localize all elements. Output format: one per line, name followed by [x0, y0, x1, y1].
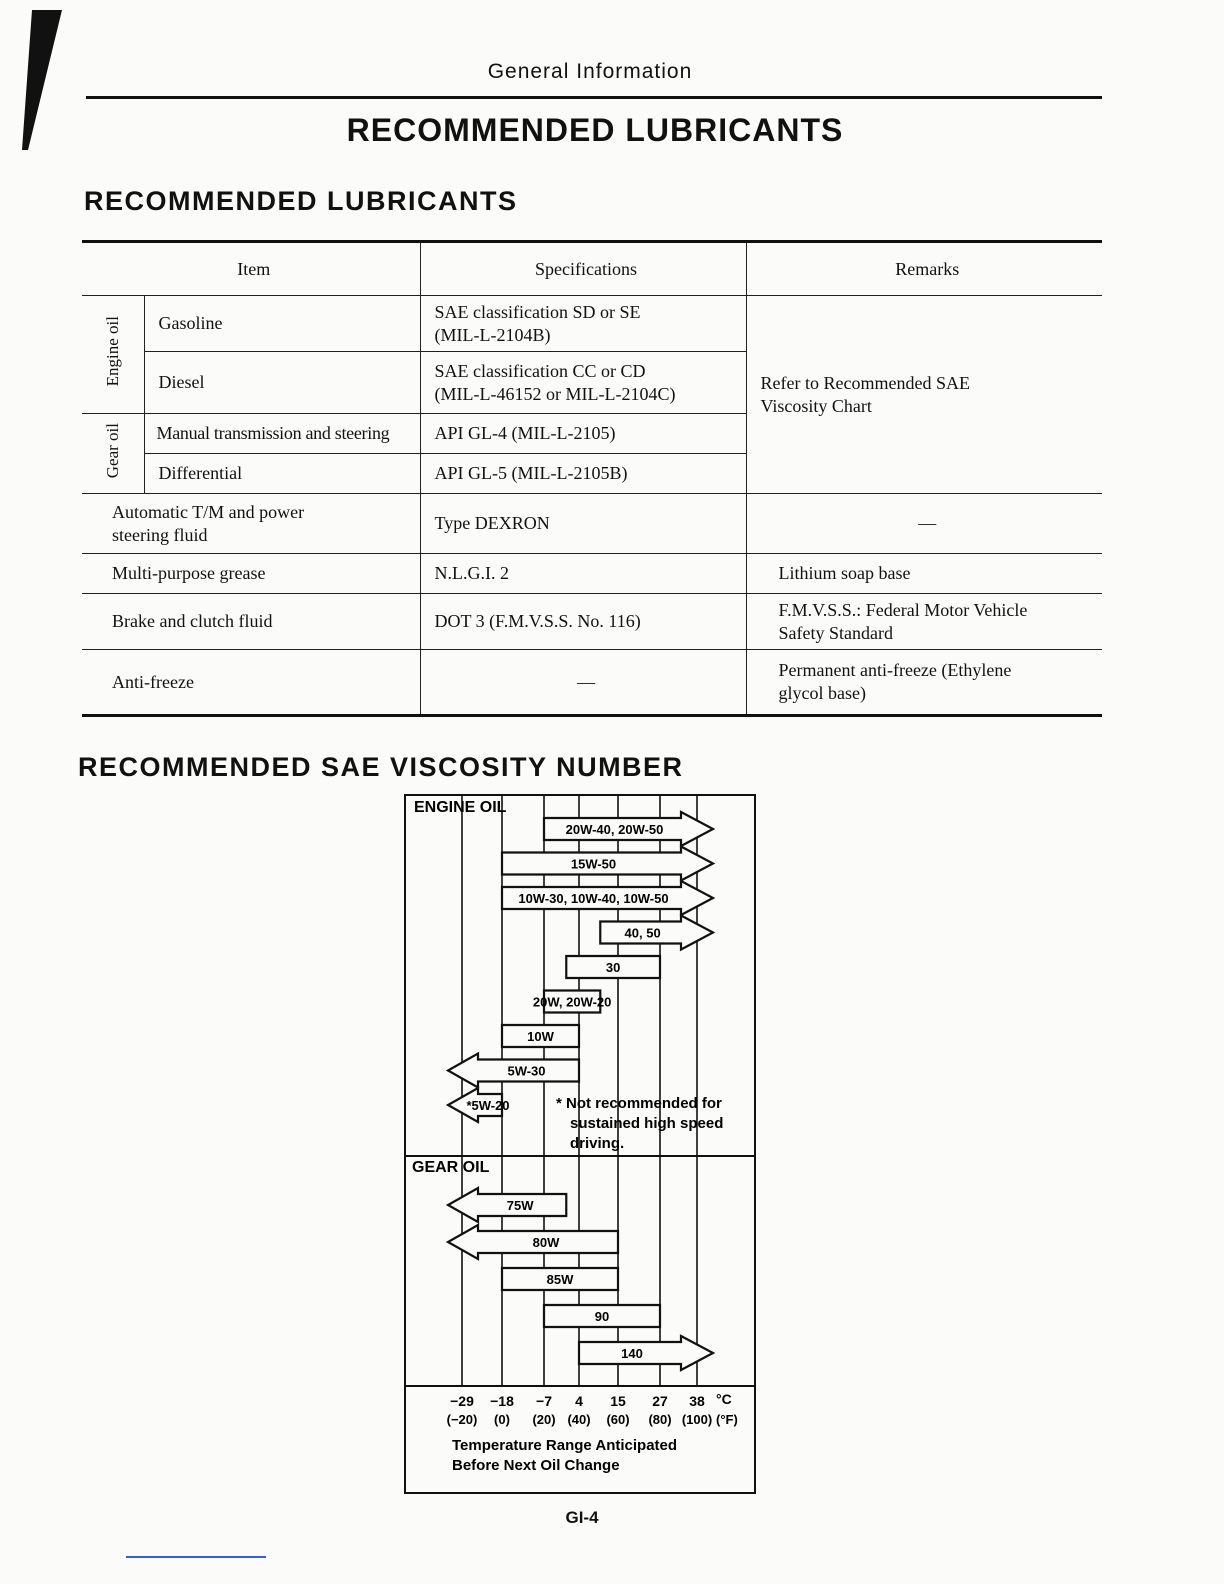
col-header-item: Item — [82, 242, 420, 296]
table-row — [82, 594, 1102, 650]
tick-label-f: (0) — [494, 1412, 510, 1427]
item-cell: Automatic T/M and power steering fluid — [82, 494, 420, 554]
engine_oil-bar-label: 20W-40, 20W-50 — [565, 822, 664, 837]
viscosity-section-title: RECOMMENDED SAE VISCOSITY NUMBER — [78, 752, 684, 782]
tick-label-c: 27 — [652, 1393, 668, 1409]
engine_oil-bar-label: 10W — [527, 1029, 554, 1044]
remarks-cell: — — [746, 494, 1102, 554]
viscosity-chart — [404, 794, 756, 1494]
tick-label-f: (20) — [532, 1412, 556, 1427]
engine_oil-bar-label: 15W-50 — [570, 856, 617, 872]
tick-label-c: −29 — [450, 1393, 474, 1409]
gear_oil-bar-label: 80W — [532, 1235, 560, 1250]
item-cell: Differential — [144, 454, 420, 494]
spec-cell: SAE classification CC or CD (MIL-L-46152 or MIL-L-2104C) — [420, 352, 746, 414]
item-cell: Manual transmission and steering — [144, 414, 420, 454]
table-row — [82, 296, 1102, 352]
shared-remarks-cell: Refer to Recommended SAE Viscosity Chart — [746, 296, 1102, 494]
tick-label-f: (60) — [606, 1412, 630, 1427]
gear_oil-bar-4 — [579, 1336, 713, 1370]
engine_oil-bar-label: *5W-20 — [466, 1098, 510, 1113]
unit-celsius: °C — [716, 1391, 732, 1407]
remarks-cell: Permanent anti-freeze (Ethylene glycol base) — [746, 650, 1102, 716]
footnote-line3: driving. — [570, 1135, 625, 1152]
lubricants-section-title: RECOMMENDED LUBRICANTS — [84, 186, 518, 216]
engine_oil-bar-label: 20W, 20W-20 — [532, 994, 612, 1010]
engine_oil-bar-label: 40, 50 — [624, 925, 661, 941]
tick-label-f: (40) — [567, 1412, 591, 1427]
engine_oil-bar-label: 10W-30, 10W-40, 10W-50 — [518, 891, 669, 906]
spec-cell: SAE classification SD or SE (MIL-L-2104B) — [420, 296, 746, 352]
gear_oil-bar-label: 90 — [594, 1309, 610, 1324]
spec-cell: Type DEXRON — [420, 494, 746, 554]
footnote-line2: sustained high speed — [570, 1115, 724, 1132]
header-title: General Information — [487, 60, 693, 83]
spec-cell: API GL-4 (MIL-L-2105) — [420, 414, 746, 454]
remarks-cell: Lithium soap base — [746, 554, 1102, 594]
spec-cell: — — [420, 650, 746, 716]
spec-cell: API GL-5 (MIL-L-2105B) — [420, 454, 746, 494]
engine_oil-bar-label: 5W-30 — [507, 1063, 546, 1079]
gear-oil-label: GEAR OIL — [412, 1159, 490, 1176]
table-row — [82, 554, 1102, 594]
header-rule — [86, 96, 1102, 99]
unit-fahrenheit: (°F) — [716, 1412, 738, 1427]
tick-label-c: 15 — [610, 1393, 626, 1409]
footer-underline — [126, 1556, 266, 1558]
table-row — [82, 494, 1102, 554]
engine-oil-label: ENGINE OIL — [414, 799, 507, 816]
item-cell: Gasoline — [144, 296, 420, 352]
item-cell: Anti-freeze — [82, 650, 420, 716]
tick-label-c: −7 — [536, 1393, 552, 1409]
remarks-cell: F.M.V.S.S.: Federal Motor Vehicle Safety Standard — [746, 594, 1102, 650]
gear_oil-bar-label: 140 — [621, 1346, 643, 1361]
tick-label-c: 38 — [689, 1393, 705, 1409]
tick-label-c: 4 — [575, 1393, 583, 1409]
col-header-specifications: Specifications — [420, 242, 746, 296]
page-title: RECOMMENDED LUBRICANTS — [346, 112, 844, 148]
table-header-row — [82, 242, 1102, 296]
xlabel-line2: Before Next Oil Change — [452, 1457, 620, 1474]
spec-cell: DOT 3 (F.M.V.S.S. No. 116) — [420, 594, 746, 650]
xlabel-line1: Temperature Range Anticipated — [452, 1437, 678, 1454]
lubricants-table — [82, 240, 1102, 717]
gear_oil-bar-label: 85W — [546, 1272, 574, 1287]
tick-label-c: −18 — [490, 1393, 514, 1409]
tick-label-f: (100) — [681, 1412, 713, 1427]
group-engine-oil: Engine oil — [82, 296, 144, 414]
page-number: GI-4 — [565, 1508, 599, 1527]
tick-label-f: (−20) — [446, 1412, 478, 1427]
group-gear-oil: Gear oil — [82, 414, 144, 494]
item-cell: Brake and clutch fluid — [82, 594, 420, 650]
table-row — [82, 650, 1102, 716]
spec-cell: N.L.G.I. 2 — [420, 554, 746, 594]
engine_oil-bar-label: 30 — [605, 960, 621, 975]
footnote-line1: * Not recommended for — [556, 1095, 722, 1112]
item-cell: Diesel — [144, 352, 420, 414]
gear_oil-bar-label: 75W — [506, 1198, 534, 1213]
tick-label-f: (80) — [648, 1412, 672, 1427]
item-cell: Multi-purpose grease — [82, 554, 420, 594]
col-header-remarks: Remarks — [746, 242, 1102, 296]
